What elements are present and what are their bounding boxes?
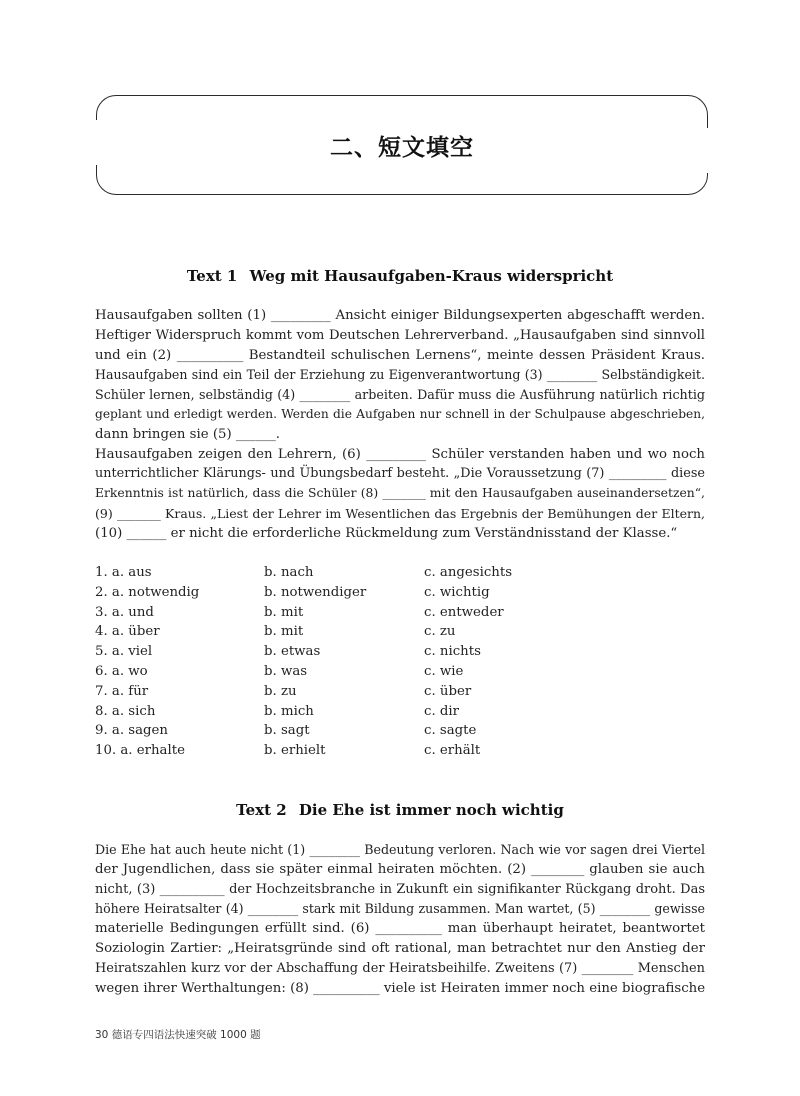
option-c: c. angesichts <box>424 565 513 580</box>
text1-paragraph <box>95 306 705 544</box>
option-row <box>95 563 595 583</box>
option-c: c. nichts <box>424 644 481 660</box>
text2-title: Die Ehe ist immer noch wichtig <box>298 801 564 819</box>
text1-line: unterrichtlicher Klärungs- und Übungsbedarf besteht. „Die Voraussetzung (7) _________ diese <box>95 466 705 482</box>
text1-line: (10) ______ er nicht die erforderliche Rückmeldung zum Verständnisstand der Klasse.“ <box>95 525 678 541</box>
option-row <box>95 702 595 722</box>
option-c: c. dir <box>424 703 460 719</box>
text1-line: Erkenntnis ist natürlich, dass die Schüler (8) _______ mit den Hausaufgaben auseinandersetzen“, <box>95 486 705 501</box>
option-row <box>95 583 595 603</box>
option-a: 10. a. erhalte <box>95 743 185 759</box>
text1-line: Heftiger Widerspruch kommt vom Deutschen Lehrerverband. „Hausaufgaben sind sinnvoll <box>95 327 705 343</box>
option-row <box>95 721 595 741</box>
text1-number: Text 1 <box>186 267 238 285</box>
page-footer: 30 德语专四语法快速突破 1000 题 <box>95 1029 261 1041</box>
option-c: c. über <box>424 683 472 699</box>
option-row <box>95 662 595 682</box>
option-b: b. etwas <box>264 644 321 660</box>
text2-line: höhere Heiratsalter (4) ________ stark mit Bildung zusammen. Man wartet, (5) ________ gewisse <box>95 901 705 917</box>
option-b: b. notwendiger <box>264 584 367 600</box>
text2-line: nicht, (3) __________ der Hochzeitsbranche in Zukunft ein signifikanter Rückgang droht. Das <box>95 881 705 897</box>
option-c: c. wie <box>424 663 464 679</box>
text2-line: Heiratszahlen kurz vor der Abschaffung der Heiratsbeihilfe. Zweitens (7) ________ Menschen <box>95 960 705 976</box>
text1-line: geplant und erledigt werden. Werden die Aufgaben nur schnell in der Schulpause abgeschrieben, <box>95 406 705 421</box>
text2-number: Text 2 <box>236 801 287 819</box>
option-b: b. was <box>264 663 308 679</box>
text1-line: und ein (2) __________ Bestandteil schulischen Lernens“, meinte dessen Präsident Kraus. <box>95 347 705 363</box>
option-row <box>95 603 595 623</box>
option-a: 4. a. über <box>95 624 160 640</box>
option-a: 6. a. wo <box>95 663 148 679</box>
text1-line: (9) _______ Kraus. „Liest der Lehrer im Wesentlichen das Ergebnis der Bemühungen der Eltern, <box>95 505 705 521</box>
option-a: 1. a. aus <box>95 565 152 580</box>
text2-line: der Jugendlichen, dass sie später einmal heiraten möchten. (2) ________ glauben sie auch <box>95 861 705 877</box>
option-b: b. nach <box>264 565 314 580</box>
option-c: c. zu <box>424 624 456 640</box>
text1-line: Schüler lernen, selbständig (4) ________ arbeiten. Dafür muss die Ausführung natürlich richtig <box>95 387 705 403</box>
text1-title: Weg mit Hausaufgaben-Kraus widerspricht <box>249 267 614 285</box>
option-a: 2. a. notwendig <box>95 584 200 600</box>
text2-line: Die Ehe hat auch heute nicht (1) ________ Bedeutung verloren. Nach wie vor sagen drei Viertel <box>95 842 705 857</box>
text1-line: Hausaufgaben zeigen den Lehrern, (6) _________ Schüler verstanden haben und wo noch <box>95 446 705 462</box>
option-c: c. erhält <box>424 743 481 759</box>
text1-line: Hausaufgaben sollten (1) _________ Ansicht einiger Bildungsexperten abgeschafft werden. <box>95 308 705 323</box>
text2-paragraph <box>95 840 705 998</box>
section-title: 二、短文填空 <box>330 134 474 161</box>
text1-heading <box>0 267 800 285</box>
option-a: 3. a. und <box>95 604 154 620</box>
text1-line: Hausaufgaben sind ein Teil der Erziehung zu Eigenverantwortung (3) ________ Selbständigkeit. <box>95 367 705 383</box>
option-a: 5. a. viel <box>95 644 153 660</box>
text1-options <box>95 563 595 761</box>
text2-line: materielle Bedingungen erfüllt sind. (6) __________ man überhaupt heiratet, beantwortet <box>95 921 705 937</box>
option-b: b. sagt <box>264 723 310 739</box>
text2-line: Soziologin Zartier: „Heiratsgründe sind oft rational, man betrachtet nur den Anstieg der <box>95 940 705 956</box>
option-row <box>95 642 595 662</box>
option-b: b. zu <box>264 683 297 699</box>
option-a: 8. a. sich <box>95 703 156 719</box>
option-c: c. sagte <box>424 723 477 739</box>
option-a: 7. a. für <box>95 683 149 699</box>
option-row <box>95 622 595 642</box>
text2-heading <box>0 801 800 819</box>
section-title-box <box>96 95 708 195</box>
option-b: b. mich <box>264 703 314 719</box>
text2-line: wegen ihrer Werthaltungen: (8) __________ viele ist Heiraten immer noch eine biografische <box>95 980 706 996</box>
option-a: 9. a. sagen <box>95 723 168 739</box>
option-b: b. mit <box>264 624 304 640</box>
option-row <box>95 741 595 761</box>
text1-line: dann bringen sie (5) ______. <box>95 426 281 442</box>
option-row <box>95 682 595 702</box>
option-c: c. wichtig <box>424 584 490 600</box>
option-c: c. entweder <box>424 604 504 620</box>
option-b: b. mit <box>264 604 304 620</box>
option-b: b. erhielt <box>264 743 326 759</box>
